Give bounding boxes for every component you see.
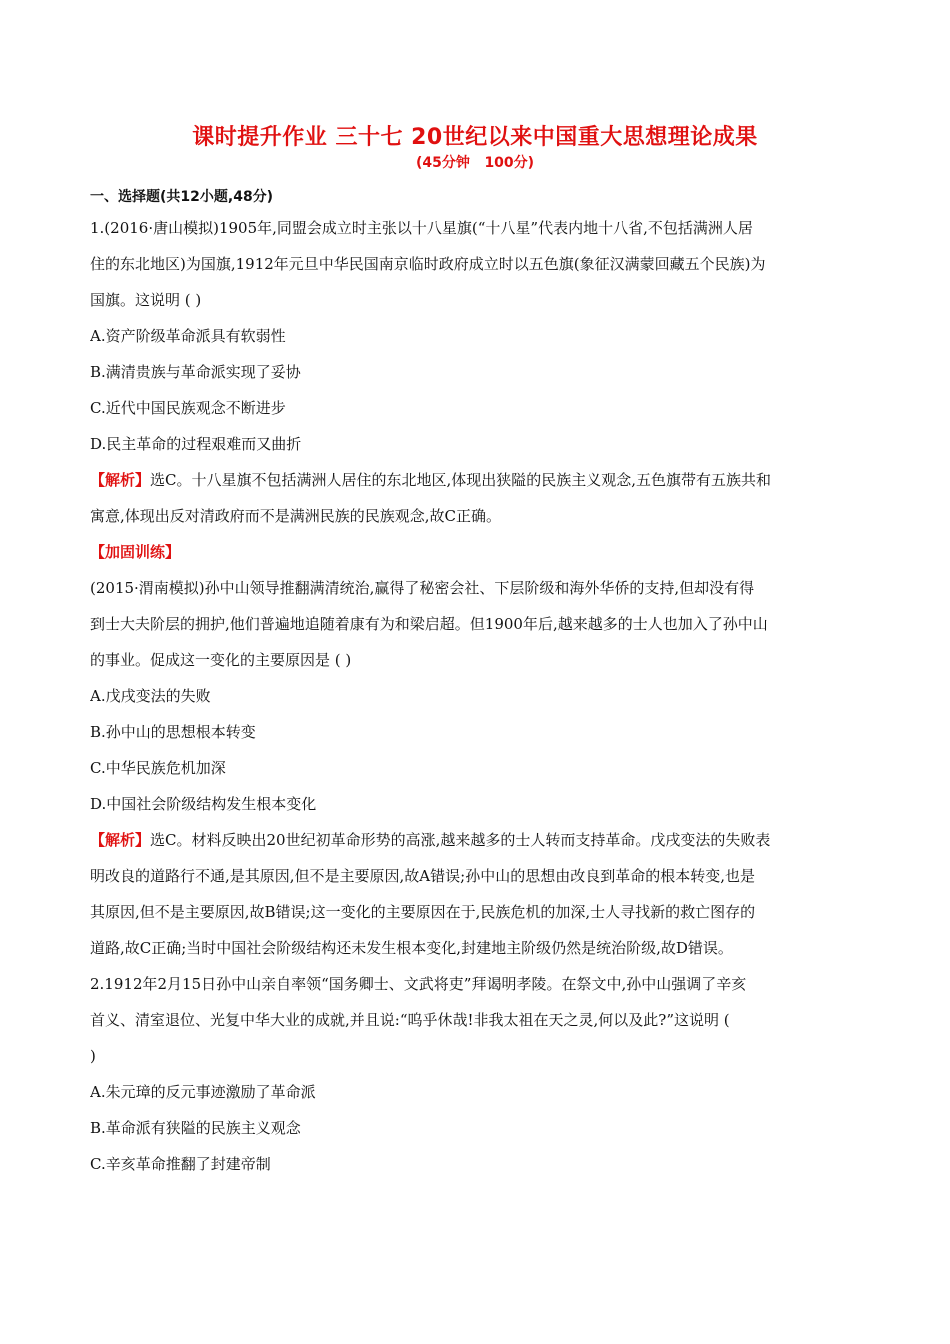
reinforcement-section	[90, 534, 860, 966]
question-stem-line: 的事业。促成这一变化的主要原因是 ( )	[90, 651, 352, 669]
question-stem-line: (2015·渭南模拟)孙中山领导推翻满清统治,赢得了秘密会社、下层阶级和海外华侨的支持,但却没有得	[90, 579, 755, 597]
question-stem-line: 到士大夫阶层的拥护,他们普遍地追随着康有为和梁启超。但1900年后,越来越多的士人也加入了孙中山	[90, 615, 768, 633]
question-stem-line: )	[90, 1047, 96, 1065]
question-stem-line: 1.(2016·唐山模拟)1905年,同盟会成立时主张以十八星旗(“十八星”代表内地十八省,不包括满洲人居	[90, 219, 753, 237]
option-a: A.戊戌变法的失败	[90, 687, 211, 705]
reinforce-tag: 【加固训练】	[90, 543, 181, 561]
option-d: D.中国社会阶级结构发生根本变化	[90, 795, 317, 813]
section-heading: 一、选择题(共12小题,48分)	[90, 189, 274, 205]
analysis-line	[90, 822, 860, 858]
question-stem-line: 国旗。这说明 ( )	[90, 291, 202, 309]
option-a: A.朱元璋的反元事迹激励了革命派	[90, 1083, 316, 1101]
analysis-line	[90, 462, 860, 498]
option-c: C.辛亥革命推翻了封建帝制	[90, 1155, 271, 1173]
option-a: A.资产阶级革命派具有软弱性	[90, 327, 286, 345]
analysis-line: 寓意,体现出反对清政府而不是满洲民族的民族观念,故C正确。	[90, 507, 502, 525]
option-b: B.革命派有狭隘的民族主义观念	[90, 1119, 301, 1137]
option-b: B.满清贵族与革命派实现了妥协	[90, 363, 301, 381]
option-c: C.近代中国民族观念不断进步	[90, 399, 286, 417]
analysis-line: 其原因,但不是主要原因,故B错误;这一变化的主要原因在于,民族危机的加深,士人寻找新的救亡图存的	[90, 903, 756, 921]
option-b: B.孙中山的思想根本转变	[90, 723, 256, 741]
analysis-line: 道路,故C正确;当时中国社会阶级结构还未发生根本变化,封建地主阶级仍然是统治阶级,故D错误。	[90, 939, 733, 957]
analysis-text: 选C。材料反映出20世纪初革命形势的高涨,越来越多的士人转而支持革命。戊戌变法的失败表	[150, 831, 771, 849]
document-body	[90, 210, 860, 1182]
question-2	[90, 966, 860, 1182]
question-stem-line: 首义、清室退位、光复中华大业的成就,并且说:“呜乎休哉!非我太祖在天之灵,何以及此?”这说明 (	[90, 1011, 730, 1029]
analysis-tag: 【解析】	[90, 831, 151, 849]
page-subtitle: (45分钟 100分)	[415, 155, 535, 171]
analysis-text: 选C。十八星旗不包括满洲人居住的东北地区,体现出狭隘的民族主义观念,五色旗带有五族共和	[150, 471, 772, 489]
option-c: C.中华民族危机加深	[90, 759, 226, 777]
page-title: 课时提升作业 三十七 20世纪以来中国重大思想理论成果	[192, 125, 758, 150]
question-stem-line: 住的东北地区)为国旗,1912年元旦中华民国南京临时政府成立时以五色旗(象征汉满蒙回藏五个民族)为	[90, 255, 766, 273]
question-stem-line: 2.1912年2月15日孙中山亲自率领“国务卿士、文武将吏”拜谒明孝陵。在祭文中,孙中山强调了辛亥	[90, 975, 747, 993]
question-1	[90, 210, 860, 534]
analysis-tag: 【解析】	[90, 471, 151, 489]
option-d: D.民主革命的过程艰难而又曲折	[90, 435, 302, 453]
analysis-line: 明改良的道路行不通,是其原因,但不是主要原因,故A错误;孙中山的思想由改良到革命的根本转变,也是	[90, 867, 755, 885]
